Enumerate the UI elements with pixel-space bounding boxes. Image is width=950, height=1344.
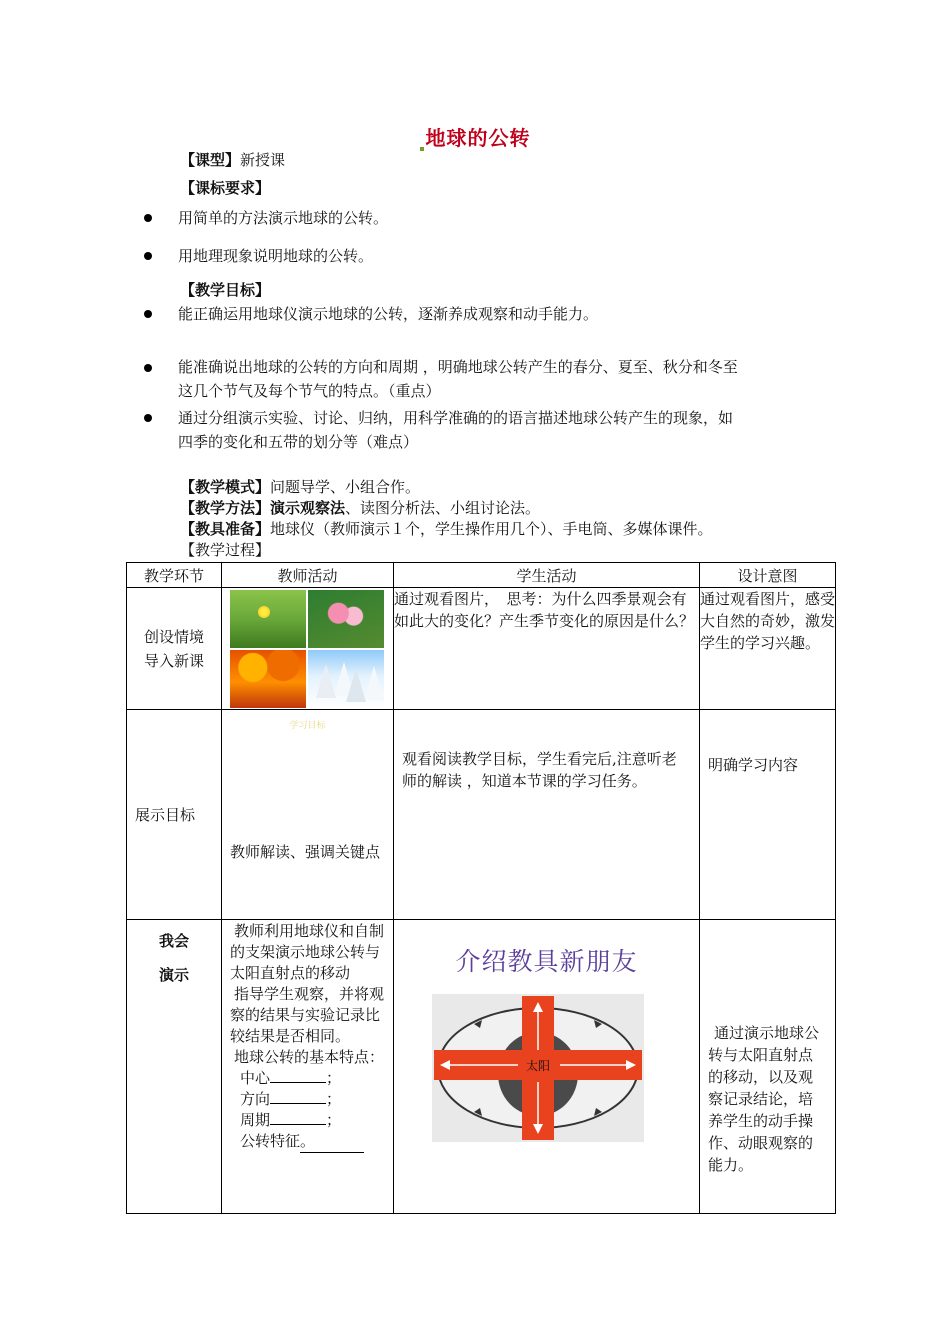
- bullet-icon: [144, 414, 152, 422]
- autumn-photo: [230, 650, 306, 708]
- teaching-method: 【教学方法】演示观察法、读图分析法、小组讨论法。: [180, 499, 541, 517]
- faint-caption: 学习目标: [289, 721, 326, 731]
- summer-photo: [308, 590, 384, 648]
- bullet-icon: [144, 310, 152, 318]
- process-heading: 【教学过程】: [180, 541, 271, 559]
- page-title: 地球的公转: [0, 122, 950, 151]
- objective-2: 能准确说出地球的公转的方向和周期 ，明确地球公转产生的春分、夏至、秋分和冬至 这几个节气及每个节气的特点。（重点）: [178, 358, 738, 400]
- course-type: 【课型】新授课: [180, 151, 286, 169]
- objective-3: 通过分组演示实验、讨论、归纳，用科学准确的的语言描述地球公转产生的现象，如 四季的变化和五带的划分等（难点）: [178, 409, 734, 451]
- teacher-activity: 教师利用地球仪和自制的支架演示地球公转与太阳直射点的移动 指导学生观察，并将观察的结果与实验记录比较结果是否相同。 地球公转的基本特点： 中心 ； 方向 ； 周期 ； 公转特征。: [222, 920, 394, 1214]
- kit-title: 介绍教具新朋友: [455, 947, 638, 976]
- table-header-row: [127, 563, 836, 588]
- objectives-heading: 【教学目标】: [180, 281, 271, 299]
- stage-cell: 展示目标: [127, 710, 222, 920]
- winter-photo: [308, 650, 384, 708]
- design-intent: 通过演示地球公转与太阳直射点的移动，以及观察记录结论，培养学生的动手操作、动眼观察的能力。: [700, 920, 836, 1214]
- table-row: [127, 710, 836, 920]
- header-intent: 设计意图: [700, 563, 836, 588]
- teaching-mode: 【教学模式】问题导学、小组合作。: [180, 478, 421, 496]
- bullet-icon: [144, 364, 152, 372]
- season-photos: [222, 588, 394, 710]
- sun-label: 太阳: [525, 1059, 551, 1073]
- bullet-icon: [144, 214, 152, 222]
- student-activity: 观看阅读教学目标，学生看完后,注意听老师的解读 ，知道本节课的学习任务。: [394, 710, 700, 920]
- header-stage: 教学环节: [127, 563, 222, 588]
- curriculum-item-1: 用简单的方法演示地球的公转。: [178, 209, 389, 227]
- teacher-activity: 学习目标 教师解读、强调关键点: [222, 710, 394, 920]
- header-student: 学生活动: [394, 563, 700, 588]
- objective-1: 能正确运用地球仪演示地球的公转，逐渐养成观察和动手能力。: [178, 305, 599, 323]
- header-teacher: 教师活动: [222, 563, 394, 588]
- design-intent: 通过观看图片，感受大自然的奇妙，激发学生的学习兴趣。: [700, 588, 836, 710]
- teaching-process-table: [126, 562, 836, 1214]
- spring-photo: [230, 590, 306, 648]
- teaching-prep: 【教具准备】地球仪（教师演示１个，学生操作用几个）、手电筒、多媒体课件。: [180, 520, 713, 538]
- orbit-apparatus-image: [432, 994, 699, 1146]
- stage-cell: 我会 演示: [127, 920, 222, 1214]
- student-activity: [394, 920, 700, 1214]
- table-row: [127, 588, 836, 710]
- student-activity: 通过观看图片， 思考：为什么四季景观会有如此大的变化？产生季节变化的原因是什么？: [394, 588, 700, 710]
- bullet-icon: [144, 252, 152, 260]
- table-row: [127, 920, 836, 1214]
- curriculum-item-2: 用地理现象说明地球的公转。: [178, 247, 374, 265]
- curriculum-heading: 【课标要求】: [180, 179, 271, 197]
- design-intent: 明确学习内容: [700, 710, 836, 920]
- stage-cell: 创设情境 导入新课: [127, 588, 222, 710]
